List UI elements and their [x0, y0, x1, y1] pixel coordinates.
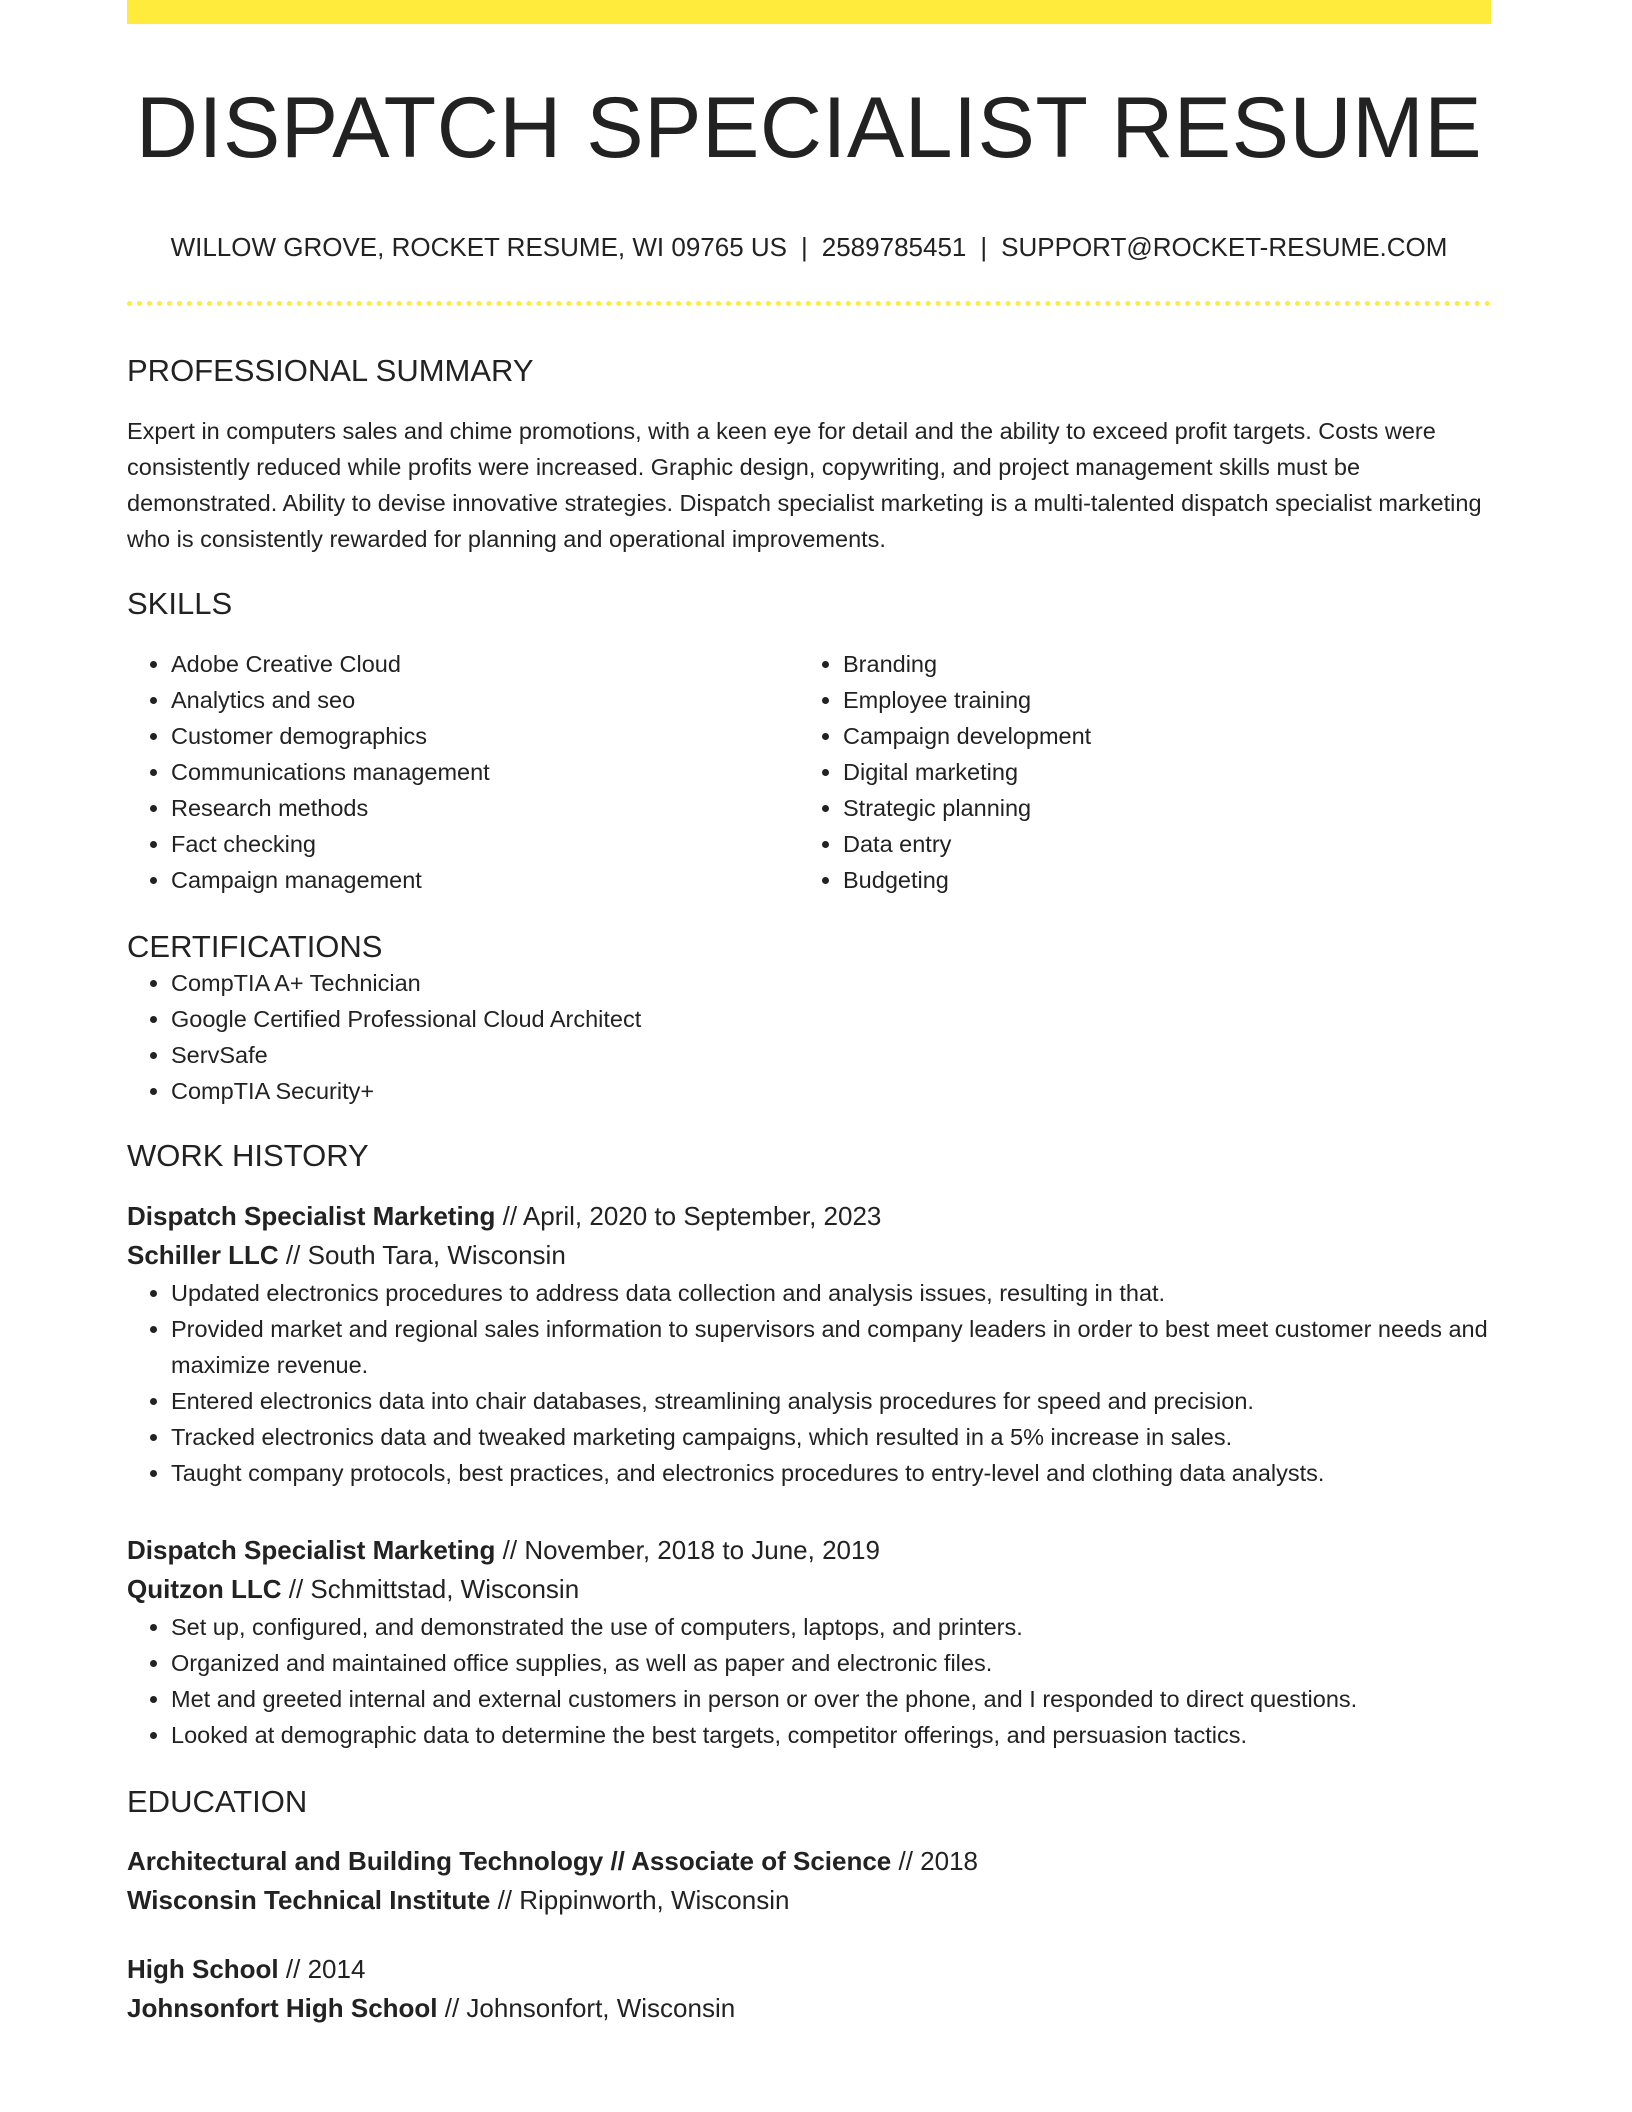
education-degree-line: [127, 1950, 1491, 1989]
job-role-line: [127, 1531, 1491, 1570]
education-school-line: [127, 1989, 1491, 2028]
job-dates: // November, 2018 to June, 2019: [495, 1534, 880, 1565]
top-accent-bar: [127, 0, 1491, 24]
job-location: // Schmittstad, Wisconsin: [281, 1573, 580, 1604]
job-dates: // April, 2020 to September, 2023: [495, 1200, 882, 1231]
skills-list-left: [127, 646, 799, 898]
skills-list-right: [799, 646, 1471, 898]
job-duty: • Set up, configured, and demonstrated the use of computers, laptops, and printers.: [171, 1609, 1491, 1645]
job-duty: • Provided market and regional sales information to supervisors and company leaders in order to best meet customer needs and maximize revenue.: [171, 1311, 1491, 1383]
job-duty: • Looked at demographic data to determine the best targets, competitor offerings, and persuasion tactics.: [171, 1717, 1491, 1753]
certifications-heading: CERTIFICATIONS: [127, 929, 383, 965]
resume-page: [127, 0, 1491, 2028]
summary-heading: PROFESSIONAL SUMMARY: [127, 352, 534, 388]
education-school-line: [127, 1881, 1491, 1920]
skill-item: • Branding: [843, 646, 1471, 682]
certification-item: • CompTIA Security+: [171, 1073, 1491, 1109]
job-duties-list: [127, 1609, 1491, 1753]
education-degree: Architectural and Building Technology // Associate of Science: [127, 1845, 892, 1876]
work-history-heading: WORK HISTORY: [127, 1138, 369, 1174]
contact-separator: |: [801, 231, 808, 262]
job-entry: [127, 1197, 1491, 1491]
education-location: // Johnsonfort, Wisconsin: [437, 1992, 736, 2023]
skills-grid: [127, 646, 1491, 898]
job-duty: • Organized and maintained office supplies, as well as paper and electronic files.: [171, 1645, 1491, 1681]
job-company: Quitzon LLC: [127, 1573, 282, 1604]
job-role-line: [127, 1197, 1491, 1236]
job-duty: • Entered electronics data into chair databases, streamlining analysis procedures for speed and precision.: [171, 1383, 1491, 1419]
job-company-line: [127, 1236, 1491, 1275]
job-entry: [127, 1531, 1491, 1753]
skill-item: • Campaign management: [171, 862, 799, 898]
skill-item: • Research methods: [171, 790, 799, 826]
skill-item: • Budgeting: [843, 862, 1471, 898]
education-degree-line: [127, 1842, 1491, 1881]
education-entry: [127, 1950, 1491, 2028]
job-company-line: [127, 1570, 1491, 1609]
skill-item: • Customer demographics: [171, 718, 799, 754]
education-degree: High School: [127, 1953, 279, 1984]
contact-separator: |: [980, 231, 988, 262]
job-role: Dispatch Specialist Marketing: [127, 1200, 496, 1231]
skill-item: • Fact checking: [171, 826, 799, 862]
job-company: Schiller LLC: [127, 1239, 279, 1270]
skills-heading: SKILLS: [127, 585, 233, 621]
skill-item: • Communications management: [171, 754, 799, 790]
skill-item: • Campaign development: [843, 718, 1471, 754]
skill-item: • Digital marketing: [843, 754, 1471, 790]
education-entry: [127, 1842, 1491, 1920]
summary-text: Expert in computers sales and chime promotions, with a keen eye for detail and the ability to exceed profit targets. Costs were consistently reduced while profits were increased. Graphic design, copywriting, and project management skills must be demonstrated. Ability to devise innovative strategies. Dispatch specialist marketing is a multi-talented dispatch specialist marketing who is consistently rewarded for planning and operational improvements.: [127, 417, 1482, 552]
certifications-list: [127, 965, 1491, 1109]
job-duty: • Met and greeted internal and external customers in person or over the phone, and I responded to direct questions.: [171, 1681, 1491, 1717]
contact-email[interactable]: SUPPORT@ROCKET-RESUME.COM: [1001, 231, 1448, 262]
resume-title: DISPATCH SPECIALIST RESUME: [135, 80, 1483, 176]
job-duty: • Tracked electronics data and tweaked marketing campaigns, which resulted in a 5% increase in sales.: [171, 1419, 1491, 1455]
skill-item: • Adobe Creative Cloud: [171, 646, 799, 682]
job-role: Dispatch Specialist Marketing: [127, 1534, 496, 1565]
contact-phone: 2589785451: [821, 231, 967, 262]
education-school: Wisconsin Technical Institute: [127, 1884, 491, 1915]
education-heading: EDUCATION: [127, 1783, 308, 1819]
certification-item: • CompTIA A+ Technician: [171, 965, 1491, 1001]
education-school: Johnsonfort High School: [127, 1992, 438, 2023]
education-year: // 2018: [891, 1845, 978, 1876]
education-year: // 2014: [278, 1953, 366, 1984]
dotted-divider: [127, 301, 1491, 306]
certification-item: • Google Certified Professional Cloud Architect: [171, 1001, 1491, 1037]
job-duty: • Taught company protocols, best practices, and electronics procedures to entry-level and clothing data analysts.: [171, 1455, 1491, 1491]
education-location: // Rippinworth, Wisconsin: [490, 1884, 790, 1915]
skill-item: • Analytics and seo: [171, 682, 799, 718]
skill-item: • Data entry: [843, 826, 1471, 862]
skill-item: • Strategic planning: [843, 790, 1471, 826]
skill-item: • Employee training: [843, 682, 1471, 718]
contact-line: [127, 232, 1491, 263]
contact-address: WILLOW GROVE, ROCKET RESUME, WI 09765 US: [170, 231, 787, 262]
certification-item: • ServSafe: [171, 1037, 1491, 1073]
job-location: // South Tara, Wisconsin: [278, 1239, 566, 1270]
job-duties-list: [127, 1275, 1491, 1491]
job-duty: • Updated electronics procedures to address data collection and analysis issues, resulting in that.: [171, 1275, 1491, 1311]
